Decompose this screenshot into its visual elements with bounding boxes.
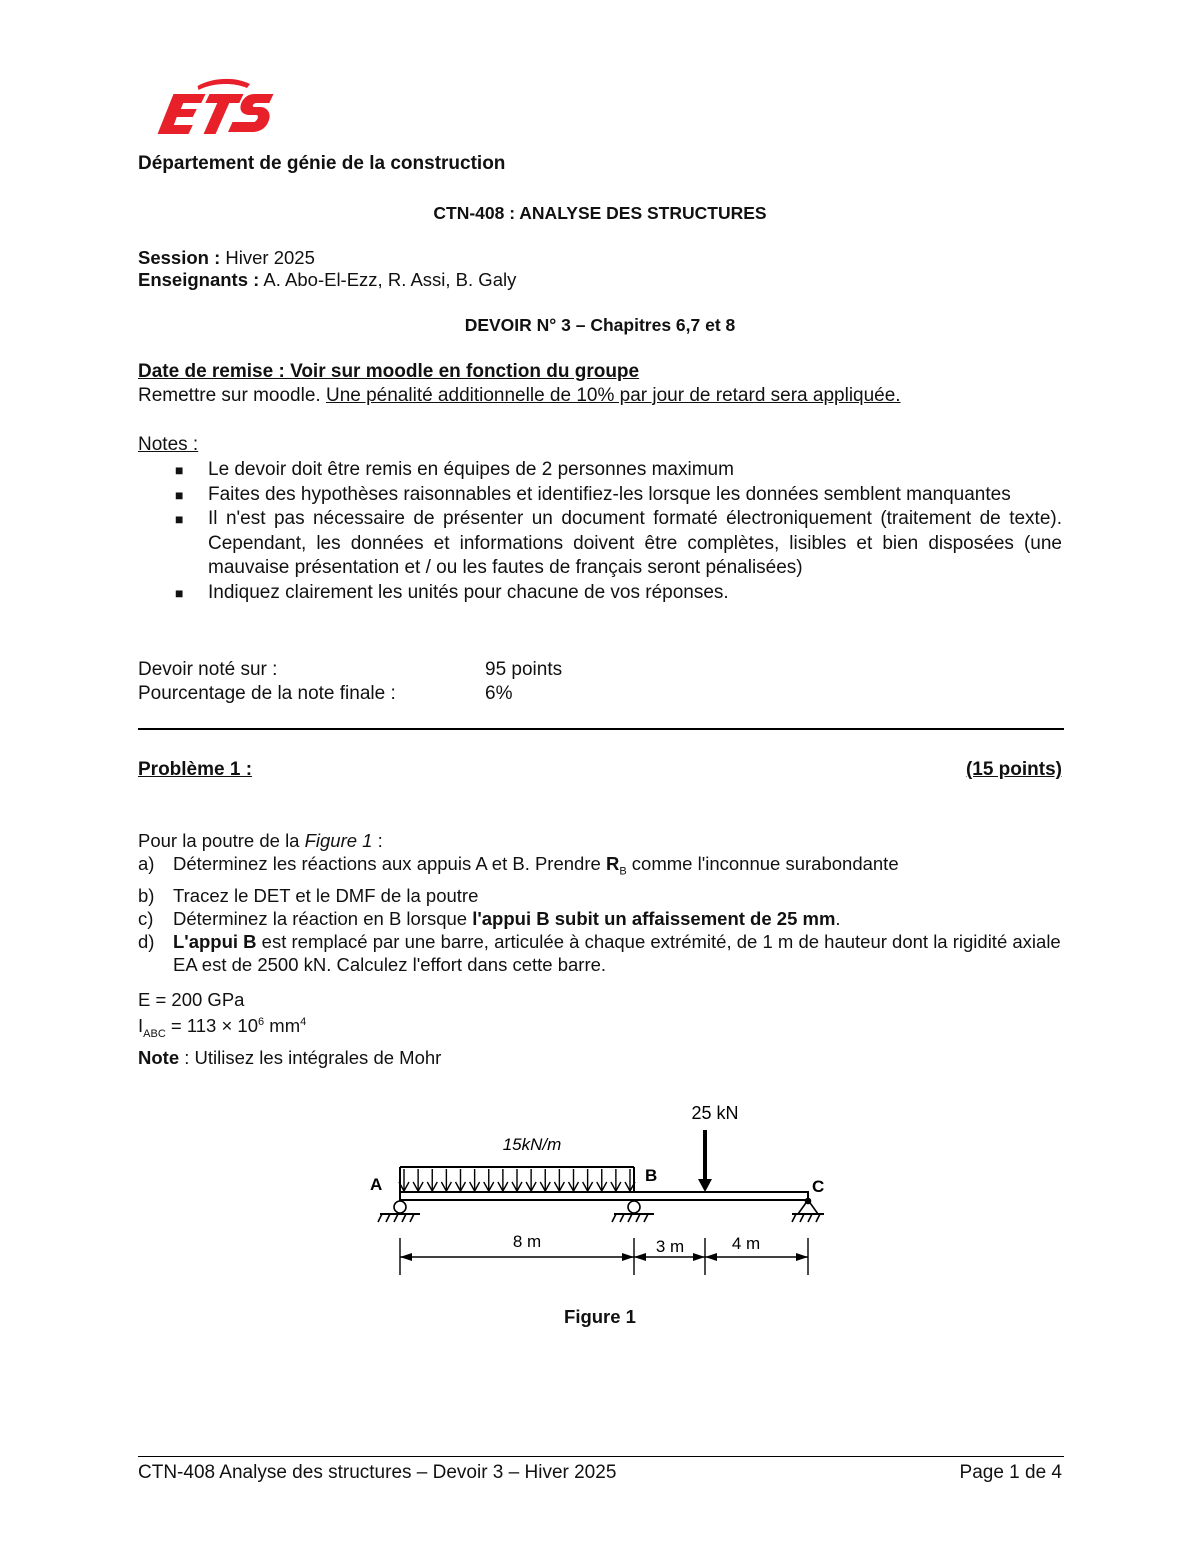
beam [400, 1192, 808, 1200]
bullet-icon: ■ [175, 486, 184, 503]
dimension-label-4m: 4 m [731, 1234, 761, 1253]
assignment-title: DEVOIR N° 3 – Chapitres 6,7 et 8 [464, 315, 736, 335]
footer-course: CTN-408 Analyse des structures – Devoir 3 – Hiver 2025 [138, 1462, 617, 1483]
course-title: CTN-408 : ANALYSE DES STRUCTURES [433, 203, 767, 223]
dimension-label-8m: 8 m [512, 1232, 542, 1251]
beam-diagram [360, 1095, 840, 1295]
elastic-modulus: E = 200 GPa [138, 989, 245, 1010]
submit-instructions [138, 384, 901, 408]
question-item: b) Tracez le DET et le DMF de la poutre [138, 884, 479, 906]
moment-of-inertia: $I_{ABC} = 113 \times 10^6$ $mm^4$ [138, 1015, 307, 1040]
dimension-label-3m: 3 m [655, 1237, 685, 1256]
problem-intro: Pour la poutre de la Figure 1 : [138, 830, 383, 851]
problem-title: Problème 1 : [138, 759, 253, 780]
question-list [138, 852, 1062, 976]
due-date: Date de remise : Voir sur moodle en fonction du groupe [138, 361, 640, 382]
session-line [138, 246, 315, 270]
session-label: Session : [138, 247, 221, 268]
note-item: ■ Faites des hypothèses raisonnables et identifiez-les lorsque les données semblent manquantes [138, 483, 1062, 508]
node-a-label: A [370, 1175, 383, 1194]
question-item: c) Déterminez la réaction en B lorsque l'appui B subit un affaissement de 25 mm. [138, 907, 841, 929]
bullet-icon: ■ [175, 584, 184, 601]
distributed-load [399, 1167, 635, 1191]
node-c-label: C [812, 1177, 825, 1196]
node-b-label: B [645, 1166, 658, 1185]
notes-list [138, 458, 1062, 605]
teachers-line [138, 268, 516, 292]
teachers-value: A. Abo-El-Ezz, R. Assi, B. Galy [259, 269, 517, 290]
department-name: Département de génie de la construction [138, 153, 506, 174]
point-load-arrow [698, 1130, 712, 1192]
ets-logo-graphic [148, 76, 274, 144]
point-load-label: 25 kN [691, 1103, 739, 1123]
method-note: Note : Utilisez les intégrales de Mohr [138, 1046, 442, 1068]
pin-support-c-icon [792, 1199, 824, 1223]
total-points-label: Devoir noté sur : [138, 659, 278, 680]
percent-label: Pourcentage de la note finale : [138, 683, 396, 704]
question-item: d) L'appui B est remplacé par une barre, articulée à chaque extrémité, de 1 m de hauteur dont la rigidité axiale EA est de 2500 kN. Calculez l'effort dans cette barre. [138, 930, 1061, 975]
submit-text: Remettre sur moodle. [138, 385, 326, 406]
teachers-label: Enseignants : [138, 269, 260, 290]
footer-page-number: Page 1 de 4 [959, 1462, 1062, 1483]
bullet-icon: ■ [175, 462, 184, 478]
footer-divider [138, 1456, 1064, 1457]
notes-heading: Notes : [138, 434, 199, 455]
penalty-text: Une pénalité additionnelle de 10% par jour de retard sera appliquée. [325, 385, 901, 406]
percent-value: 6% [485, 683, 513, 704]
ets-logo [148, 76, 274, 149]
total-points-value: 95 points [485, 659, 563, 680]
figure-caption: Figure 1 [564, 1306, 636, 1327]
note-item: ■ Il n'est pas nécessaire de présenter un document formaté électroniquement (traitement de texte). Cependant, les données et informations doivent être complètes, lisibles et bien disposées (une mauvaise présentation et / ou les fautes de français seront pénalisées) [175, 508, 1062, 578]
roller-support-a-icon [378, 1201, 420, 1222]
material-properties [138, 988, 441, 1069]
distributed-load-label: 15kN/m [502, 1135, 562, 1154]
note-item: ■ Le devoir doit être remis en équipes de 2 personnes maximum [138, 458, 1062, 483]
section-divider [138, 728, 1064, 730]
roller-support-b-icon [612, 1201, 654, 1222]
session-value: Hiver 2025 [220, 247, 315, 268]
bullet-icon: ■ [175, 511, 184, 527]
problem-points: (15 points) [965, 759, 1062, 780]
note-item: ■ Indiquez clairement les unités pour chacune de vos réponses. [138, 581, 1062, 606]
question-item: a) Déterminez les réactions aux appuis A et B. Prendre $R_B$ comme l'inconnue surabondante [138, 853, 899, 878]
